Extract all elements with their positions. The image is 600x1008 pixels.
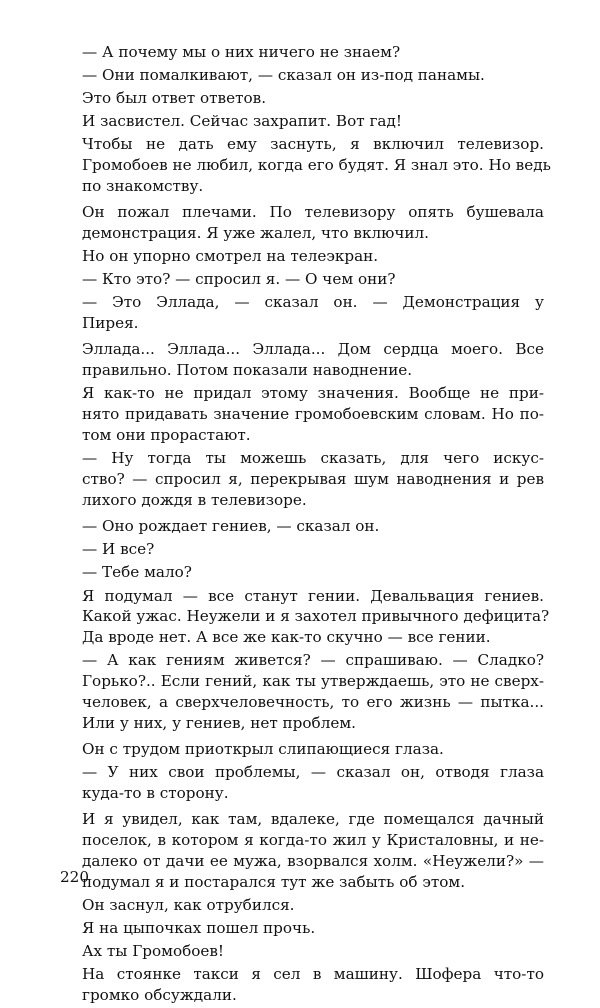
text-line: Или у них, у гениев, нет проблем. <box>82 714 356 733</box>
paragraph <box>82 762 544 804</box>
text-line: Да вроде нет. А все же как-то скучно — все гении. <box>82 628 491 647</box>
paragraph <box>82 448 544 511</box>
text-line: Горько?.. Если гений, как ты утверждаешь, это не сверх- <box>82 672 544 691</box>
text-line: Эллада... Эллада... Эллада... Дом сердца моего. Все <box>82 340 544 359</box>
text-line: — Это Эллада, — сказал он. — Демонстрация у <box>82 293 544 312</box>
text-line: подумал я и постарался тут же забыть об этом. <box>82 873 466 892</box>
paragraph <box>82 586 550 649</box>
paragraph <box>82 88 544 109</box>
text-line: далеко от дачи ее мужа, взорвался холм. «Неужели?» — <box>82 852 544 871</box>
text-line: — И все? <box>82 540 155 559</box>
text-line: — Тебе мало? <box>82 563 192 582</box>
text-line: громко обсуждали. <box>82 986 237 1005</box>
paragraph <box>82 964 544 1006</box>
paragraph <box>82 739 544 760</box>
text-line: — Ну тогда ты можешь сказать, для чего искус- <box>82 449 544 468</box>
text-line: Это был ответ ответов. <box>82 89 267 108</box>
paragraph <box>82 42 544 63</box>
text-line: демонстрация. Я уже жалел, что включил. <box>82 224 429 243</box>
text-line: том они прорастают. <box>82 426 251 445</box>
paragraph <box>82 202 544 244</box>
text-line: — А почему мы о них ничего не знаем? <box>82 43 401 61</box>
paragraph <box>82 809 544 893</box>
text-line: Ах ты Громобоев! <box>82 942 225 961</box>
text-line: Чтобы не дать ему заснуть, я включил телевизор. <box>82 135 544 154</box>
text-line: Я подумал — все станут гении. Девальвация гениев. <box>82 586 544 605</box>
text-line: по знакомству. <box>82 177 204 196</box>
text-line: правильно. Потом показали наводнение. <box>82 361 413 380</box>
text-line: Он с трудом приоткрыл слипающиеся глаза. <box>82 740 444 759</box>
page-text <box>82 42 551 1008</box>
paragraph <box>82 134 551 197</box>
text-line: Но он упорно смотрел на телеэкран. <box>82 247 379 266</box>
paragraph <box>82 292 544 334</box>
text-line: Громобоев не любил, когда его будят. Я знал это. Но ведь <box>82 156 551 175</box>
paragraph <box>82 539 544 560</box>
text-line: человек, а сверхчеловечность, то его жизнь — пытка... <box>82 693 544 712</box>
text-line: На стоянке такси я сел в машину. Шофера что-то <box>82 965 544 984</box>
text-line: И засвистел. Сейчас захрапит. Вот гад! <box>82 112 402 131</box>
paragraph <box>82 246 544 267</box>
paragraph <box>82 383 544 446</box>
text-line: Какой ужас. Неужели и я захотел привычного дефицита? <box>82 607 550 626</box>
text-line: — А как гениям живется? — спрашиваю. — Сладко? <box>82 651 544 670</box>
paragraph <box>82 111 544 132</box>
paragraph <box>82 516 544 537</box>
text-line: лихого дождя в телевизоре. <box>82 491 307 510</box>
text-line: — Оно рождает гениев, — сказал он. <box>82 517 380 536</box>
text-line: Я как-то не придал этому значения. Вообще не при- <box>82 384 544 403</box>
text-line: — Кто это? — спросил я. — О чем они? <box>82 270 396 289</box>
text-line: нято придавать значение громобоевским словам. Но по- <box>82 405 544 424</box>
paragraph <box>82 269 544 290</box>
paragraph <box>82 650 544 734</box>
text-line: куда-то в сторону. <box>82 784 229 803</box>
paragraph <box>82 339 544 381</box>
text-line: — Они помалкивают, — сказал он из-под панамы. <box>82 66 485 85</box>
text-line: — У них свои проблемы, — сказал он, отводя глаза <box>82 763 544 782</box>
text-line: ство? — спросил я, перекрывая шум наводнения и рев <box>82 470 544 489</box>
paragraph <box>82 895 544 916</box>
paragraph <box>82 65 544 86</box>
page-number: 220 <box>60 868 89 886</box>
text-line: Я на цыпочках пошел прочь. <box>82 919 316 938</box>
text-line: Пирея. <box>82 314 139 333</box>
text-line: Он пожал плечами. По телевизору опять бушевала <box>82 203 544 222</box>
paragraph <box>82 562 544 583</box>
text-line: поселок, в котором я когда-то жил у Кристаловны, и не- <box>82 831 544 850</box>
text-line: И я увидел, как там, вдалеке, где помещался дачный <box>82 810 544 829</box>
text-line: Он заснул, как отрубился. <box>82 896 295 915</box>
paragraph <box>82 918 544 939</box>
